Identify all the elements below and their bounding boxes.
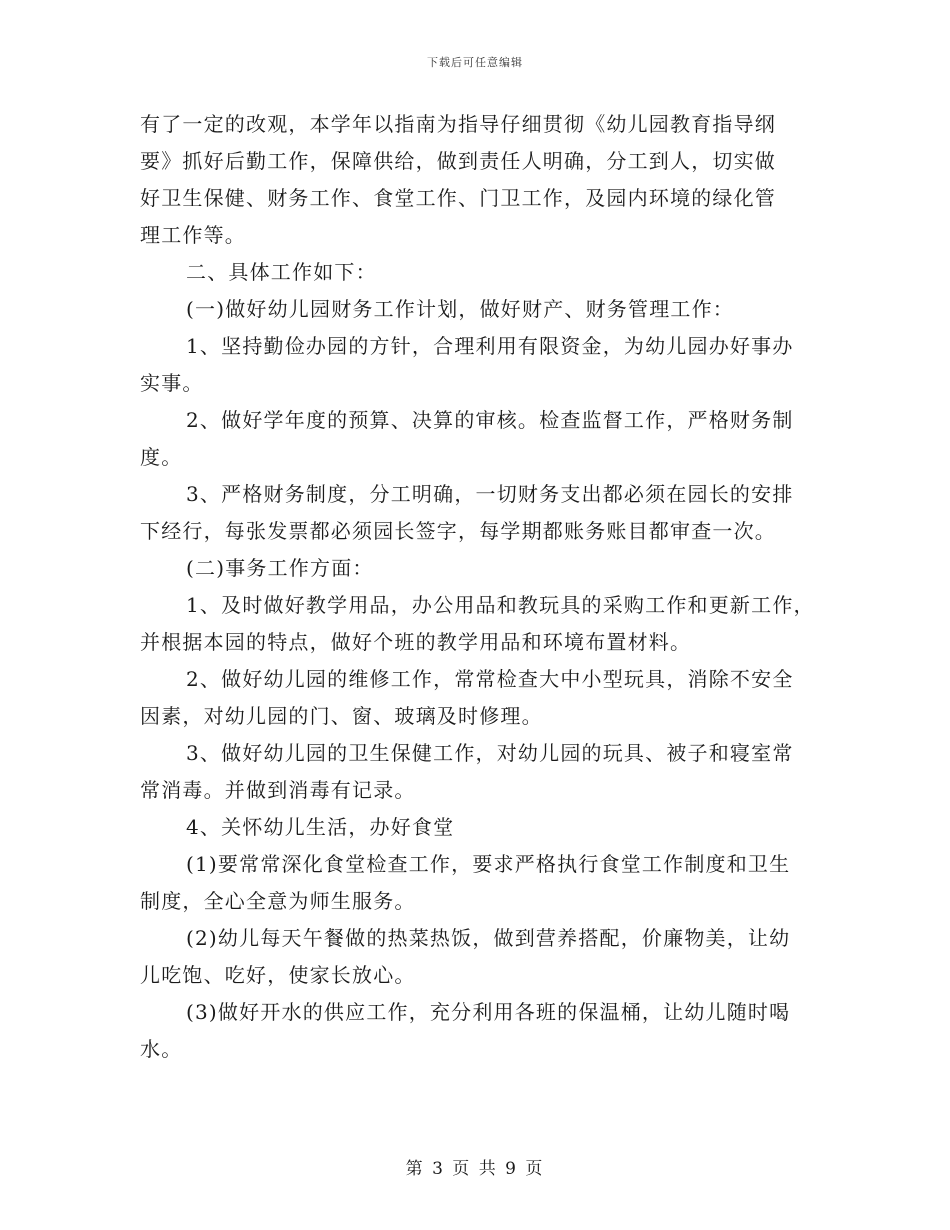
page-header-note: 下载后可任意编辑 — [427, 56, 523, 69]
text-line: 1、及时做好教学用品，办公用品和教玩具的采购工作和更新工作， — [186, 593, 815, 617]
text-line: (一)做好幼儿园财务工作计划，做好财产、财务管理工作： — [186, 297, 735, 321]
text-line: 有了一定的改观，本学年以指南为指导仔细贯彻《幼儿园教育指导纲 — [140, 112, 776, 136]
text-line: 并根据本园的特点，做好个班的教学用品和环境布置材料。 — [140, 630, 692, 654]
text-line: 度。 — [140, 445, 183, 469]
text-line: 1、坚持勤俭办园的方针，合理利用有限资金，为幼儿园办好事办 — [186, 334, 794, 358]
text-line: 2、做好学年度的预算、决算的审核。检查监督工作，严格财务制 — [186, 408, 794, 432]
text-line: 儿吃饱、吃好，使家长放心。 — [140, 963, 416, 987]
text-line: 3、严格财务制度，分工明确，一切财务支出都必须在园长的安排 — [186, 482, 794, 506]
text-line: 制度，全心全意为师生服务。 — [140, 889, 416, 913]
text-line: 因素，对幼儿园的门、窗、玻璃及时修理。 — [140, 704, 543, 728]
text-line: 常消毒。并做到消毒有记录。 — [140, 778, 416, 802]
text-line: 实事。 — [140, 371, 204, 395]
text-line: 水。 — [140, 1037, 183, 1061]
text-line: 2、做好幼儿园的维修工作，常常检查大中小型玩具，消除不安全 — [186, 667, 794, 691]
text-line: 好卫生保健、财务工作、食堂工作、门卫工作，及园内环境的绿化管 — [140, 186, 776, 210]
text-line: 要》抓好后勤工作，保障供给，做到责任人明确，分工到人，切实做 — [140, 149, 776, 173]
document-body — [140, 106, 815, 1068]
page-number: 第 3 页 共 9 页 — [405, 1159, 545, 1179]
text-line: (3)做好开水的供应工作，充分利用各班的保温桶，让幼儿随时喝 — [186, 1000, 791, 1024]
text-line: (2)幼儿每天午餐做的热菜热饭，做到营养搭配，价廉物美，让幼 — [186, 926, 791, 950]
text-line: (二)事务工作方面： — [186, 556, 374, 580]
text-line: 下经行，每张发票都必须园长签字，每学期都账务账目都审查一次。 — [140, 519, 776, 543]
text-line: (1)要常常深化食堂检查工作，要求严格执行食堂工作制度和卫生 — [186, 852, 791, 876]
text-line: 3、做好幼儿园的卫生保健工作，对幼儿园的玩具、被子和寝室常 — [186, 741, 794, 765]
text-line: 理工作等。 — [140, 223, 246, 247]
text-line: 二、具体工作如下： — [186, 260, 377, 284]
text-line: 4、关怀幼儿生活，办好食堂 — [186, 815, 455, 839]
